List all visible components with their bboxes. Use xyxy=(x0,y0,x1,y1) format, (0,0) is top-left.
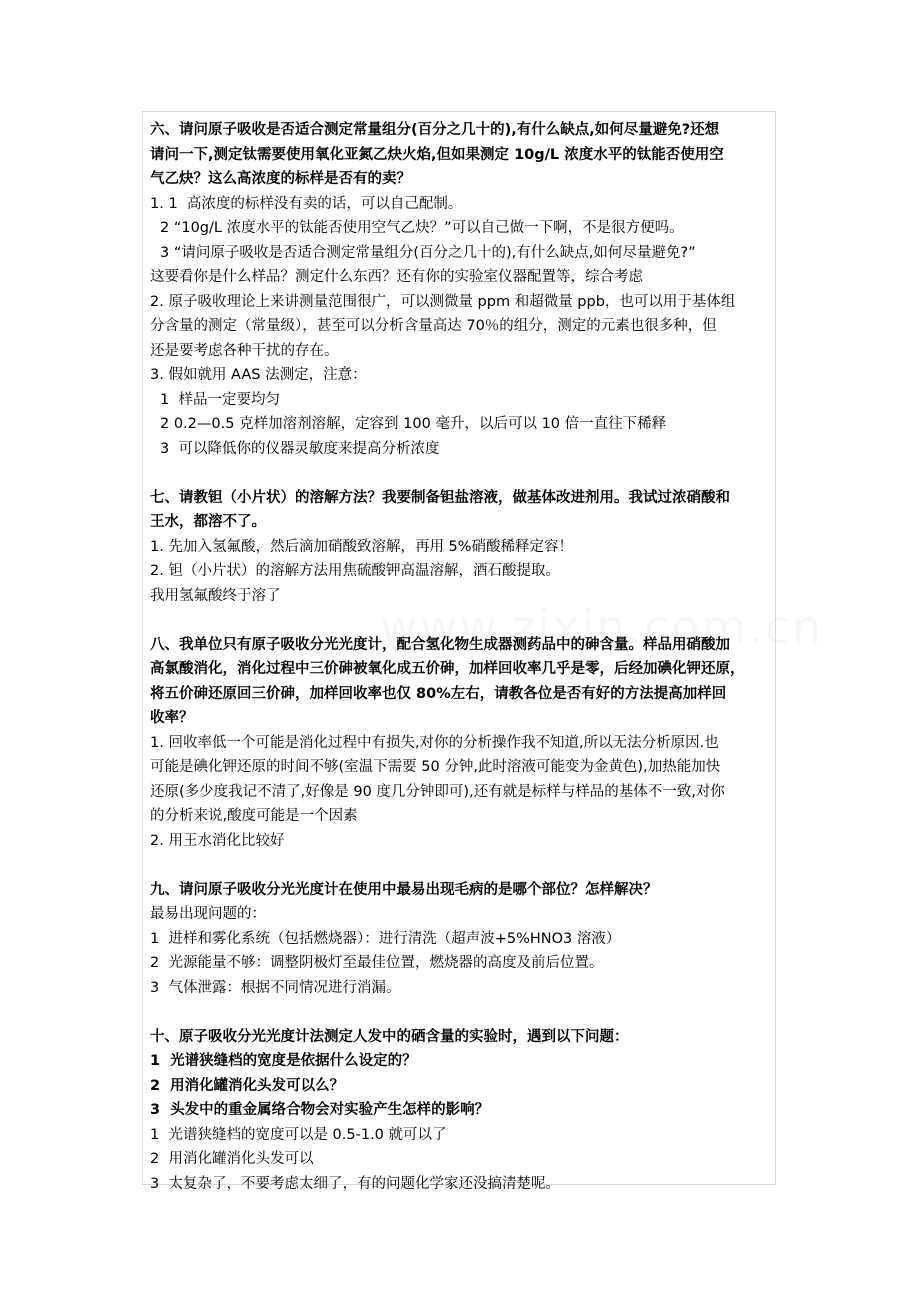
question-line: 3 头发中的重金属络合物会对实验产生怎样的影响？ xyxy=(150,1102,490,1118)
question-line: 六、请问原子吸收是否适合测定常量组分(百分之几十的),有什么缺点,如何尽量避免?还想 xyxy=(150,122,720,138)
answer-line: 的分析来说,酸度可能是一个因素 xyxy=(150,808,358,824)
answer-line: 还是要考虑各种干扰的存在。 xyxy=(150,342,339,359)
paragraph-gap xyxy=(150,853,770,878)
answer-line: 3 气体泄露：根据不同情况进行消漏。 xyxy=(150,979,401,996)
paragraph-gap xyxy=(150,1000,770,1025)
paragraph-gap xyxy=(150,461,770,486)
answer-line: 2. 原子吸收理论上来讲测量范围很广，可以测微量 ppm 和超微量 ppb，也可以用于基体组 xyxy=(150,293,736,310)
paragraph-gap xyxy=(150,608,770,633)
question-line: 十、原子吸收分光光度计法测定人发中的硒含量的实验时，遇到以下问题： xyxy=(150,1028,629,1045)
answer-line: 1 光谱狭缝档的宽度可以是 0.5-1.0 就可以了 xyxy=(150,1126,447,1143)
answer-line: 还原(多少度我记不清了,好像是 90 度几分钟即可),还有就是标样与样品的基体不一致,对你 xyxy=(150,783,725,800)
answer-line: 这要看你是什么样品？测定什么东西？还有你的实验室仪器配置等，综合考虑 xyxy=(150,269,643,285)
answer-line: 2 光源能量不够：调整阴极灯至最佳位置，燃烧器的高度及前后位置。 xyxy=(150,955,604,971)
answer-line: 3 “请问原子吸收是否适合测定常量组分(百分之几十的),有什么缺点,如何尽量避免?” xyxy=(160,244,696,261)
question-line: 高氯酸消化，消化过程中三价砷被氧化成五价砷，加样回收率几乎是零，后经加碘化钾还原， xyxy=(150,661,745,677)
question-line: 九、请问原子吸收分光光度计在使用中最易出现毛病的是哪个部位？怎样解决？ xyxy=(150,881,658,898)
question-line: 七、请教钽（小片状）的溶解方法？我要制备钽盐溶液，做基体改进剂用。我试过浓硝酸和 xyxy=(150,489,730,506)
question-line: 收率？ xyxy=(150,710,194,726)
question-line: 2 用消化罐消化头发可以么？ xyxy=(150,1077,345,1094)
question-line: 八、我单位只有原子吸收分光光度计，配合氢化物生成器测药品中的砷含量。样品用硝酸加 xyxy=(150,636,730,653)
question-line: 将五价砷还原回三价砷，加样回收率也仅 80%左右，请教各位是否有好的方法提高加样回 xyxy=(150,685,727,702)
question-line: 气乙炔？这么高浓度的标样是否有的卖？ xyxy=(150,171,411,187)
answer-line: 可能是碘化钾还原的时间不够(室温下需要 50 分钟,此时溶液可能变为金黄色),加热能加快 xyxy=(150,759,721,775)
answer-line: 2 0.2—0.5 克样加溶剂溶解，定容到 100 毫升，以后可以 10 倍一直往下稀释 xyxy=(160,416,667,432)
answer-line: 1 进样和雾化系统（包括燃烧器）：进行清洗（超声波+5%HNO3 溶液） xyxy=(150,930,621,947)
answer-line: 我用氢氟酸终于溶了 xyxy=(150,587,281,604)
answer-line: 2 “10g/L 浓度水平的钛能否使用空气乙炔？”可以自己做一下啊，不是很方便吗。 xyxy=(160,220,684,236)
question-line: 请问一下,测定钛需要使用氧化亚氮乙炔火焰,但如果测定 10g/L 浓度水平的钛能否使用空 xyxy=(150,146,724,163)
answer-line: 1. 回收率低一个可能是消化过程中有损失,对你的分析操作我不知道,所以无法分析原因.也 xyxy=(150,734,719,751)
answer-line: 分含量的测定（常量级），甚至可以分析含量高达 70％的组分，测定的元素也很多种，但 xyxy=(150,318,717,334)
question-line: 王水，都溶不了。 xyxy=(150,514,266,530)
answer-line: 3 太复杂了，不要考虑太细了，有的问题化学家还没搞清楚呢。 xyxy=(150,1175,560,1192)
answer-line: 3. 假如就用 AAS 法测定，注意： xyxy=(150,367,367,383)
question-line: 1 光谱狭缝档的宽度是依据什么设定的？ xyxy=(150,1053,417,1069)
answer-line: 2 用消化罐消化头发可以 xyxy=(150,1151,314,1167)
answer-line: 2. 钽（小片状）的溶解方法用焦硫酸钾高温溶解，酒石酸提取。 xyxy=(150,563,560,579)
answer-line: 1. 1 高浓度的标样没有卖的话，可以自己配制。 xyxy=(150,195,463,212)
document-body xyxy=(150,118,770,1196)
answer-line: 2. 用王水消化比较好 xyxy=(150,832,285,849)
answer-line: 1. 先加入氢氟酸，然后滴加硝酸致溶解，再用 5%硝酸稀释定容！ xyxy=(150,538,574,555)
answer-line: 最易出现问题的： xyxy=(150,906,266,922)
answer-line: 3 可以降低你的仪器灵敏度来提高分析浓度 xyxy=(160,440,440,457)
answer-line: 1 样品一定要均匀 xyxy=(160,391,280,408)
